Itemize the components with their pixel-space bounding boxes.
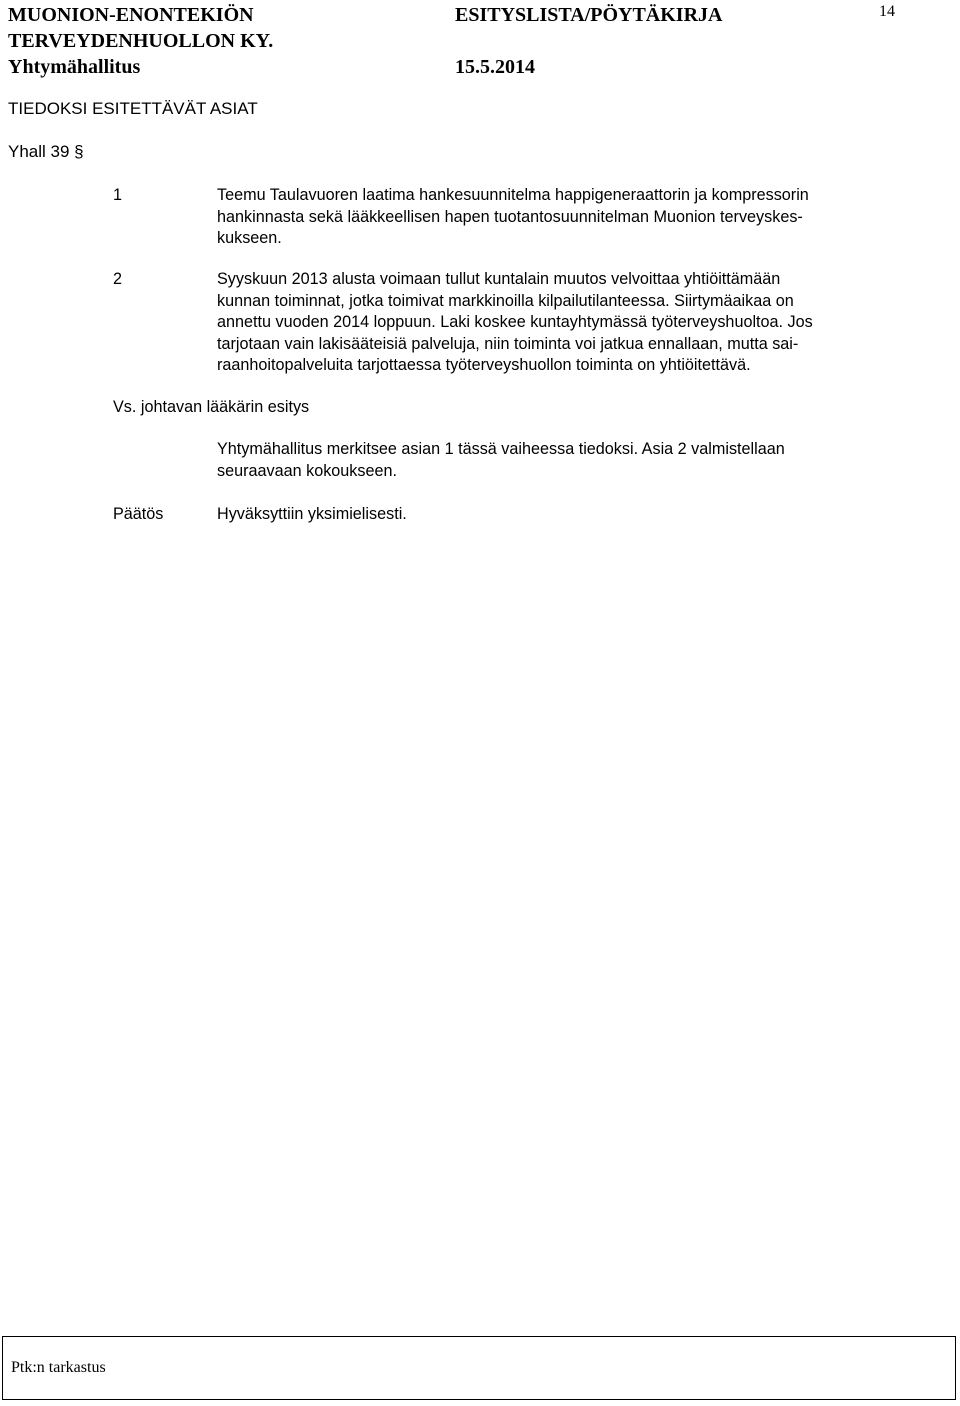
item-text-line: tarjotaan vain lakisääteisiä palveluja, niin toiminta voi jatkua ennallaan, mutta sai- xyxy=(217,334,799,353)
item-text-line: kunnan toiminnat, jotka toimivat markkinoilla kilpailutilanteessa. Siirtymäaikaa on xyxy=(217,291,794,310)
item-text-line: kukseen. xyxy=(217,229,282,247)
meeting-date: 15.5.2014 xyxy=(455,56,535,78)
decision-text: Hyväksyttiin yksimielisesti. xyxy=(217,505,407,523)
item-text-line: annettu vuoden 2014 loppuun. Laki koskee kuntayhtymässä työterveyshuoltoa. Jos xyxy=(217,313,813,331)
item-text-line: hankinnasta sekä lääkkeellisen hapen tuotantosuunnitelman Muonion terveyskes- xyxy=(217,207,803,226)
org-name-line1: MUONION-ENONTEKIÖN xyxy=(8,4,254,26)
proposal-text-line: Yhtymähallitus merkitsee asian 1 tässä vaiheessa tiedoksi. Asia 2 valmistellaan xyxy=(217,440,785,458)
item-text-line: raanhoitopalveluita tarjottaessa työterveyshuollon toiminta on yhtiöitettävä. xyxy=(217,356,751,374)
minutes-review-box xyxy=(2,1336,956,1400)
org-name-line2: TERVEYDENHUOLLON KY. xyxy=(8,30,274,52)
proposal-label: Vs. johtavan lääkärin esitys xyxy=(113,398,310,416)
item-text xyxy=(217,269,917,377)
item-number: 1 xyxy=(113,186,123,204)
item-text xyxy=(217,185,917,250)
item-number: 2 xyxy=(113,270,123,288)
minutes-review-label: Ptk:n tarkastus xyxy=(11,1359,106,1376)
proposal-text xyxy=(217,439,917,482)
case-reference: Yhall 39 § xyxy=(8,142,84,161)
document-type: ESITYSLISTA/PÖYTÄKIRJA xyxy=(455,4,723,26)
meeting-body: Yhtymähallitus xyxy=(8,56,141,78)
section-title: TIEDOKSI ESITETTÄVÄT ASIAT xyxy=(8,99,258,118)
page-number: 14 xyxy=(879,3,895,20)
proposal-text-line: seuraavaan kokoukseen. xyxy=(217,461,397,480)
decision-label: Päätös xyxy=(113,505,164,523)
item-text-line: Syyskuun 2013 alusta voimaan tullut kuntalain muutos velvoittaa yhtiöittämään xyxy=(217,270,781,288)
item-text-line: Teemu Taulavuoren laatima hankesuunnitelma happigeneraattorin ja kompressorin xyxy=(217,186,809,204)
